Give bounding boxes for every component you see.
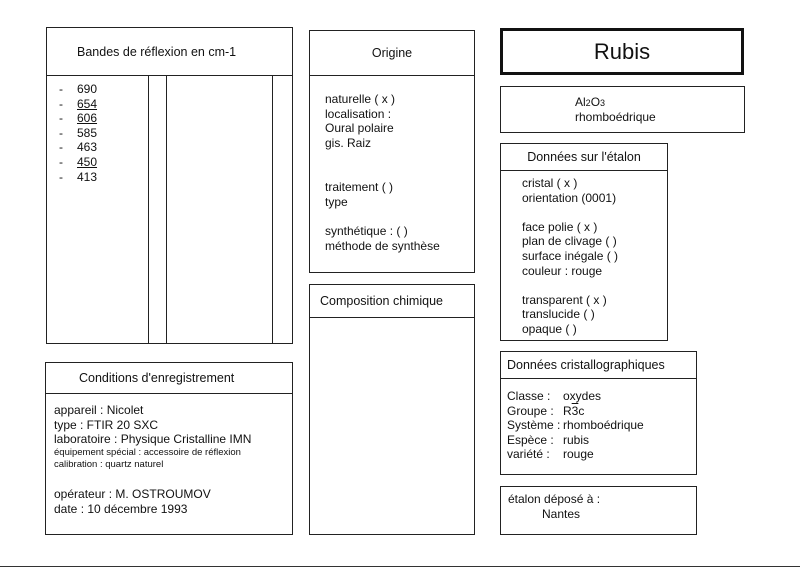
- origine-header: [310, 31, 474, 76]
- cristallo-title: Données cristallographiques: [507, 358, 665, 372]
- band-value: 413: [77, 169, 98, 184]
- cristallo-value: rouge: [563, 447, 594, 462]
- cristallo-label: Groupe :: [507, 403, 554, 418]
- mineral-name-box: [500, 28, 744, 75]
- band-row: [59, 97, 97, 112]
- etalon-body: [522, 176, 618, 337]
- conditions-header: [46, 363, 292, 394]
- depot-label: étalon déposé à :: [508, 492, 601, 506]
- calibration: calibration : quartz naturel: [54, 458, 164, 470]
- traitement-type: type: [325, 194, 348, 209]
- band-dash: -: [59, 111, 63, 126]
- mineral-name: Rubis: [593, 38, 651, 64]
- equipement: équipement spécial : accessoire de réflexion: [54, 446, 241, 458]
- cristallo-label: Classe :: [507, 389, 551, 403]
- etalon-line: opaque ( ): [522, 321, 577, 336]
- etalon-header: [501, 144, 667, 171]
- operateur: opérateur : M. OSTROUMOV: [54, 487, 211, 501]
- composition-header: [310, 285, 474, 318]
- cristallo-value: oxydes: [563, 389, 602, 403]
- band-row: [59, 170, 97, 185]
- cristallo-label: Espèce :: [507, 432, 554, 447]
- column-divider: [166, 76, 167, 343]
- cristallo-label: Système :: [507, 418, 561, 433]
- composition-panel: [309, 284, 475, 535]
- band-row: [59, 140, 97, 155]
- band-list: [59, 82, 97, 184]
- etalon-line: face polie ( x ): [522, 219, 598, 234]
- etalon-panel: [500, 143, 668, 341]
- cristallo-value: rubis: [563, 432, 590, 447]
- localisation: localisation :: [325, 106, 392, 121]
- conditions-panel: [45, 362, 293, 535]
- synthetique: synthétique : ( ): [325, 224, 408, 238]
- reflexion-title: Bandes de réflexion en cm-1: [77, 44, 237, 59]
- bottom-rule: [0, 566, 800, 567]
- composition-title: Composition chimique: [320, 294, 443, 308]
- cristallo-body: [507, 389, 644, 462]
- laboratoire: laboratoire : Physique Cristalline IMN: [54, 432, 252, 447]
- cristallo-row: [507, 433, 644, 448]
- traitement: traitement ( ): [325, 180, 394, 194]
- etalon-line: translucide ( ): [522, 307, 595, 322]
- column-divider: [272, 76, 273, 343]
- instrument-type: type : FTIR 20 SXC: [54, 417, 159, 432]
- band-row: [59, 82, 97, 97]
- band-value: 606: [77, 111, 98, 126]
- cristallo-row: [507, 418, 644, 433]
- reflexion-panel: [46, 27, 293, 344]
- naturelle: naturelle ( x ): [325, 92, 396, 106]
- column-divider: [148, 76, 149, 343]
- etalon-line: couleur : rouge: [522, 263, 603, 278]
- band-row: [59, 111, 97, 126]
- synthese-block: [325, 224, 440, 253]
- band-dash: -: [59, 96, 63, 111]
- band-dash: -: [59, 82, 63, 96]
- etalon-line: transparent ( x ): [522, 292, 607, 307]
- origine-title: Origine: [371, 46, 413, 60]
- etalon-line: surface inégale ( ): [522, 248, 619, 263]
- etalon-line: plan de clivage ( ): [522, 234, 617, 249]
- band-value: 463: [77, 140, 98, 155]
- etalon-line: [522, 278, 618, 293]
- cristallo-row: [507, 404, 644, 419]
- band-value: 654: [77, 96, 98, 111]
- depot-panel: [500, 486, 697, 535]
- band-dash: -: [59, 125, 63, 140]
- origine-panel: [309, 30, 475, 273]
- cristallo-header: [501, 352, 696, 379]
- cristallo-value: R3c: [563, 403, 585, 418]
- traitement-block: [325, 180, 393, 209]
- gisement: gis. Raiz: [325, 135, 372, 150]
- date: date : 10 décembre 1993: [54, 501, 188, 516]
- cristallo-label: variété :: [507, 447, 550, 462]
- band-dash: -: [59, 169, 63, 184]
- lieu: Oural polaire: [325, 121, 394, 136]
- band-row: [59, 126, 97, 141]
- band-value: 690: [77, 82, 98, 96]
- cristallo-value: rhomboédrique: [563, 418, 644, 433]
- cristallo-panel: [500, 351, 697, 475]
- band-value: 450: [77, 154, 98, 169]
- band-row: [59, 155, 97, 170]
- etalon-line: orientation (0001): [522, 190, 617, 205]
- depot-lieu: Nantes: [542, 506, 581, 521]
- etalon-title: Données sur l'étalon: [527, 150, 641, 164]
- conditions-body: [54, 403, 251, 471]
- crystal-system: rhomboédrique: [575, 109, 656, 124]
- etalon-line: [522, 205, 618, 220]
- cristallo-row: [507, 447, 644, 462]
- appareil: appareil : Nicolet: [54, 403, 144, 417]
- formula: Al2O3: [575, 95, 606, 109]
- band-value: 585: [77, 125, 98, 140]
- cristallo-row: [507, 389, 644, 404]
- methode: méthode de synthèse: [325, 238, 440, 253]
- formula-box: [500, 86, 745, 133]
- origine-body: [325, 92, 395, 150]
- reflexion-header: [47, 28, 292, 76]
- etalon-line: cristal ( x ): [522, 176, 578, 190]
- operateur-block: [54, 487, 211, 516]
- band-dash: -: [59, 154, 63, 169]
- conditions-title: Conditions d'enregistrement: [79, 371, 235, 385]
- band-dash: -: [59, 140, 63, 155]
